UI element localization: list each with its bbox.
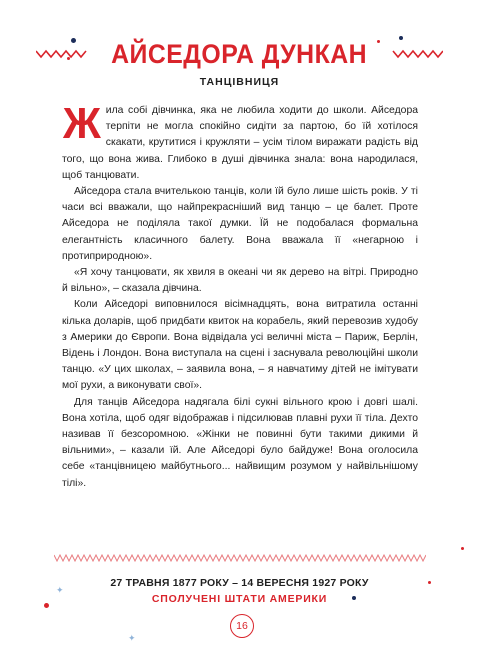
zigzag-ornament-left-icon [36, 48, 88, 60]
page-subtitle: ТАНЦІВНИЦЯ [199, 76, 280, 88]
page-number: 16 [230, 614, 254, 638]
confetti-dot [461, 547, 464, 550]
country: СПОЛУЧЕНІ ШТАТИ АМЕРИКИ [151, 593, 328, 605]
paragraph: «Я хочу танцювати, як хвиля в океані чи як дерево на вітрі. Природно й вільно», – сказала дівчина. [62, 267, 418, 295]
star-icon: ✦ [56, 585, 64, 595]
paragraph: Айседора стала вчителькою танців, коли їй було лише шість років. У ті часи всі вважали, що найпрекрасніший вид танцю – це балет. Проте Айседора не поділяла такої думки. Їй не подобалася формальна елегантність класичного балету. Вона вважала її «негарною і протиприродною». [62, 186, 418, 262]
life-dates: 27 ТРАВНЯ 1877 РОКУ – 14 ВЕРЕСНЯ 1927 РОКУ [110, 577, 369, 589]
zigzag-divider-icon [54, 553, 426, 563]
header [0, 36, 479, 72]
drop-cap: Ж [62, 99, 101, 148]
page-title: АЙСЕДОРА ДУНКАН [111, 38, 368, 69]
star-icon: ✦ [128, 633, 136, 643]
paragraph: Коли Айседорі виповнилося вісімнадцять, вона витратила останні кілька доларів, щоб придбати квиток на корабель, який перевозив худобу з Америки до Європи. Вона відвідала усі величні міста – Париж, Берлін, Відень і Лондон. Вона виступала на сцені і заснувала революційні школи танцю. «У цих школах, – заявила вона, – я навчатиму дітей не імітувати мої рухи, а виконувати свої». [62, 299, 418, 392]
story-text [62, 99, 418, 492]
paragraph: Жила собі дівчинка, яка не любила ходити до школи. Айседора терпіти не могла спокійно сидіти за партою, бо їй хотілося скакати, крутитися і кружляти – усім тілом виражати радість від того, що вона жива. Глибоко в душі дівчинка знала: вона народилася, щоб танцювати. [62, 99, 418, 181]
paragraph: Для танців Айседора надягала білі сукні вільного крою і довгі шалі. Вона хотіла, щоб одяг відображав і підсилював плавні рухи її тіла. Дехто називав її безсоромною. «Жінки не повинні бути такими дикими й вільними», – казали їй. Але Айседорі було байдуже! Вона оголосила себе «танцівницею майбутнього... найвищим розумом у найвільнішому тілі». [62, 396, 418, 489]
zigzag-ornament-right-icon [391, 48, 443, 60]
